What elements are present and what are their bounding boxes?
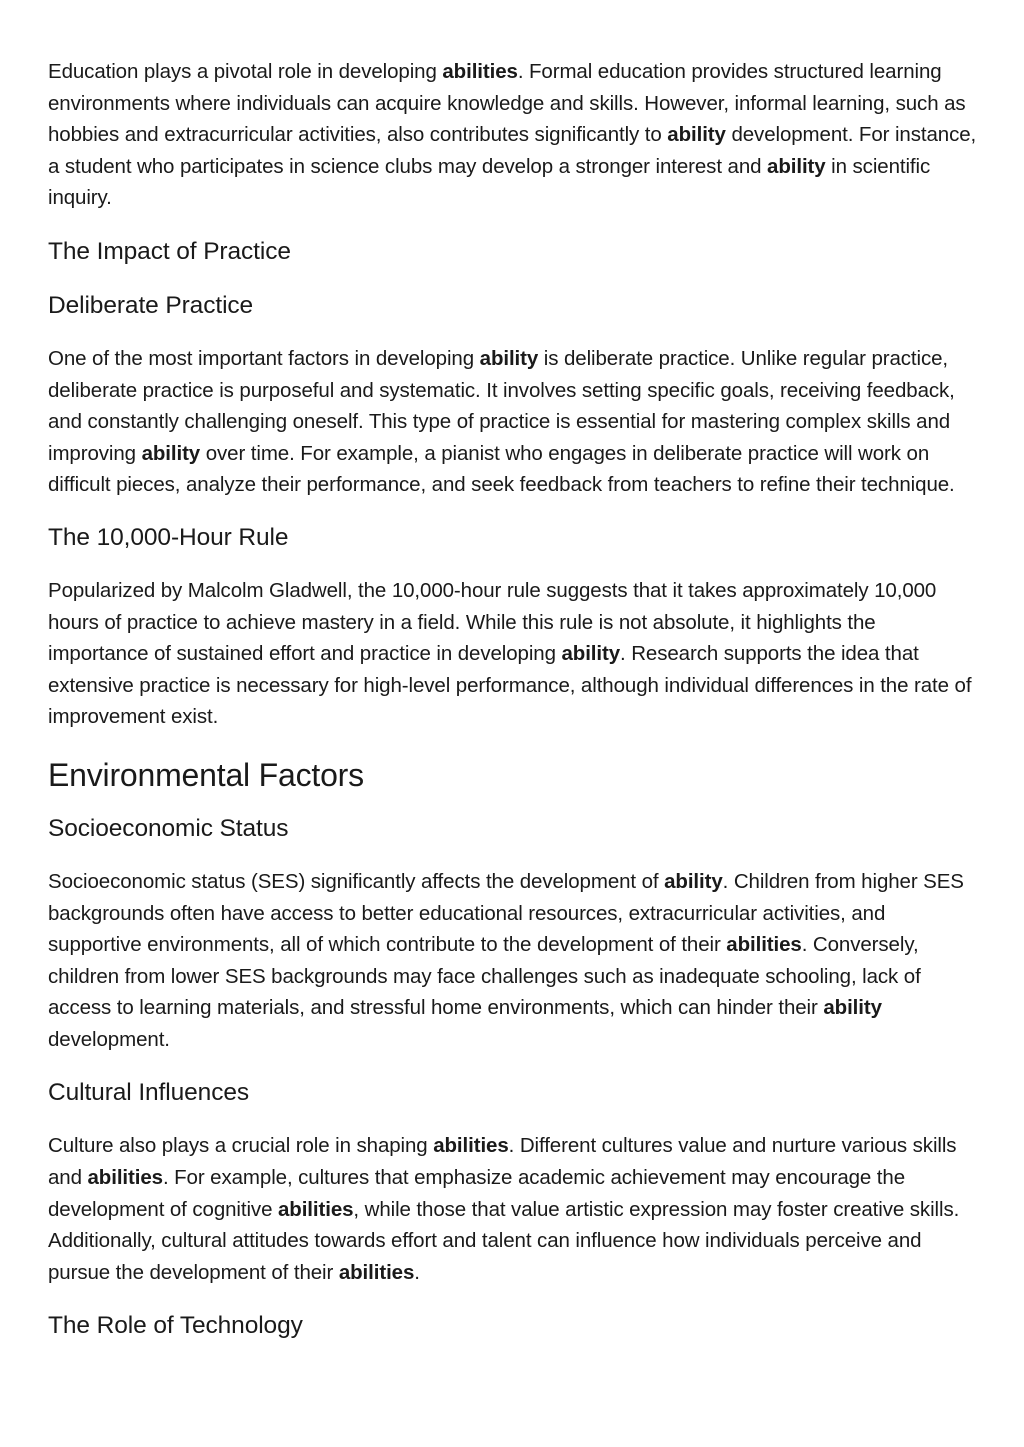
document-page [48,56,978,1342]
heading-impact-of-practice: The Impact of Practice [48,237,291,265]
paragraph-10000-hour-rule: Popularized by Malcolm Gladwell, the 10,000-hour rule suggests that it takes approximately 10,000 hours of practice to achieve mastery in a field. While this rule is not absolute, it highlights the importance of sustained effort and practice in developing ability. Research supports the idea that extensive practice is necessary for high-level performance, although individual differences in the rate of improvement exist. [48,578,972,729]
paragraph-education: Education plays a pivotal role in developing abilities. Formal education provides structured learning environments where individuals can acquire knowledge and skills. However, informal learning, such as hobbies and extracurricular activities, also contributes significantly to ability development. For instance, a student who participates in science clubs may develop a stronger interest and ability in scientific inquiry. [48,60,977,210]
paragraph-cultural-influences: Culture also plays a crucial role in shaping abilities. Different cultures value and nurture various skills and abilities. For example, cultures that emphasize academic achievement may encourage the development of cognitive abilities, while those that value artistic expression may foster creative skills. Additionally, cultural attitudes towards effort and talent can influence how individuals perceive and pursue the development of their abilities. [48,1134,960,1284]
heading-socioeconomic-status: Socioeconomic Status [48,814,289,842]
heading-deliberate-practice: Deliberate Practice [48,291,254,319]
paragraph-deliberate-practice: One of the most important factors in developing ability is deliberate practice. Unlike regular practice, deliberate practice is purposeful and systematic. It involves setting specific goals, receiving feedback, and constantly challenging oneself. This type of practice is essential for mastering complex skills and improving ability over time. For example, a pianist who engages in deliberate practice will work on difficult pieces, analyze their performance, and seek feedback from teachers to refine their technique. [48,346,955,497]
heading-role-of-technology: The Role of Technology [48,1312,303,1340]
paragraph-socioeconomic-status: Socioeconomic status (SES) significantly affects the development of ability. Children from higher SES backgrounds often have access to better educational resources, extracurricular activities, and supportive environments, all of which contribute to the development of their abilities. Conversely, children from lower SES backgrounds may face challenges such as inadequate schooling, lack of access to learning materials, and stressful home environments, which can hinder their ability development. [48,869,964,1051]
heading-environmental-factors: Environmental Factors [48,756,364,793]
heading-cultural-influences: Cultural Influences [48,1079,250,1107]
heading-10000-hour-rule: The 10,000-Hour Rule [48,523,289,551]
